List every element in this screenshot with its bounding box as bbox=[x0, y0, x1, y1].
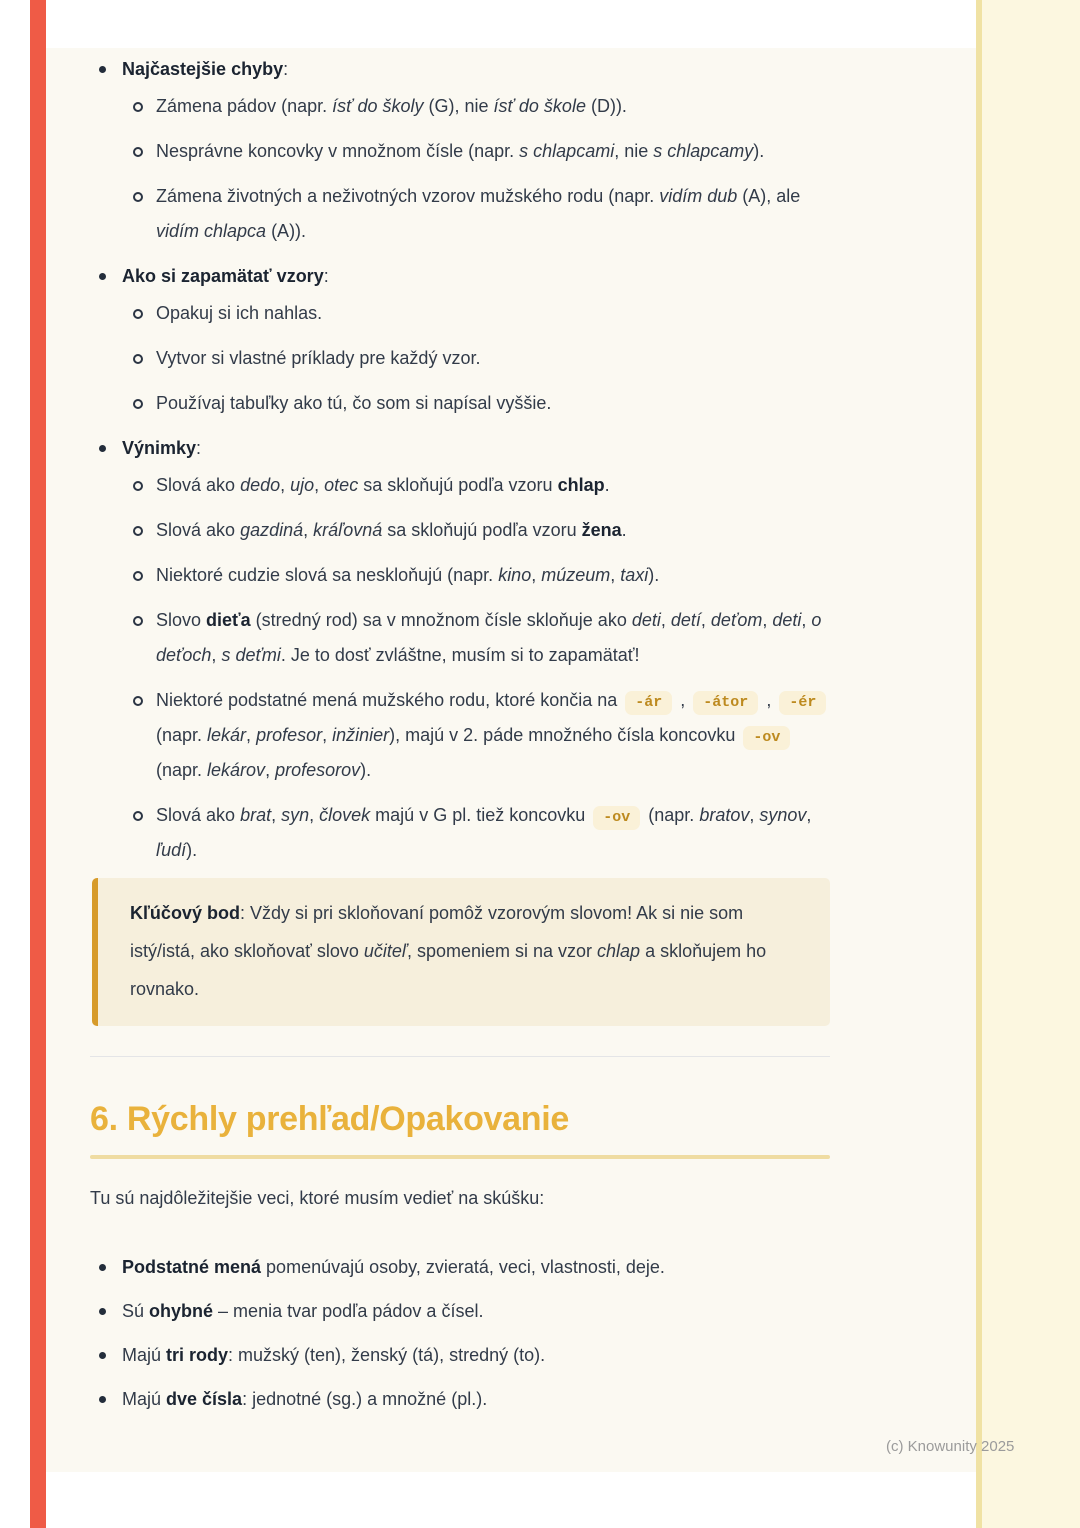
summary-item-text: Sú ohybné – menia tvar podľa pádov a čísel. bbox=[122, 1301, 484, 1321]
summary-item bbox=[90, 1294, 830, 1329]
notes-outline bbox=[90, 52, 830, 868]
circle-bullet-icon bbox=[133, 696, 143, 706]
section-heading: 6. Rýchly prehľad/Opakovanie bbox=[90, 1100, 569, 1138]
bullet-icon bbox=[99, 66, 106, 73]
sub-item bbox=[122, 134, 830, 169]
sub-item-text: Slová ako brat, syn, človek majú v G pl. tiež koncovku -ov (napr. bratov, synov, ľudí). bbox=[156, 805, 812, 860]
sub-item bbox=[122, 386, 830, 421]
key-point-callout bbox=[92, 878, 830, 1026]
copyright-watermark: (c) Knowunity 2025 bbox=[886, 1438, 1015, 1455]
circle-bullet-icon bbox=[133, 102, 143, 112]
summary-item bbox=[90, 1338, 830, 1373]
circle-bullet-icon bbox=[133, 616, 143, 626]
sub-item bbox=[122, 683, 830, 788]
summary-item-text: Majú tri rody: mužský (ten), ženský (tá), stredný (to). bbox=[122, 1345, 546, 1365]
outline-sublist bbox=[122, 468, 830, 868]
right-margin-band bbox=[976, 0, 1080, 1528]
sub-item-text: Zámena životných a neživotných vzorov mužského rodu (napr. vidím dub (A), ale vidím chlapca (A)). bbox=[156, 186, 801, 241]
summary-list bbox=[90, 1250, 830, 1417]
notes-page bbox=[46, 48, 976, 1472]
section-divider bbox=[90, 1056, 830, 1057]
circle-bullet-icon bbox=[133, 309, 143, 319]
sub-item bbox=[122, 341, 830, 376]
circle-bullet-icon bbox=[133, 399, 143, 409]
sub-item-text: Nesprávne koncovky v množnom čísle (napr. s chlapcami, nie s chlapcamy). bbox=[156, 141, 765, 161]
bullet-icon bbox=[99, 445, 106, 452]
sub-item bbox=[122, 798, 830, 868]
sub-item bbox=[122, 179, 830, 249]
sub-item bbox=[122, 558, 830, 593]
sub-item bbox=[122, 89, 830, 124]
summary-item-text: Majú dve čísla: jednotné (sg.) a množné (pl.). bbox=[122, 1389, 488, 1409]
outline-item-label: Výnimky: bbox=[122, 438, 202, 458]
outline-item bbox=[90, 259, 830, 421]
circle-bullet-icon bbox=[133, 354, 143, 364]
outline-item bbox=[90, 431, 830, 868]
sub-item-text: Opakuj si ich nahlas. bbox=[156, 303, 323, 323]
sub-item bbox=[122, 468, 830, 503]
bullet-icon bbox=[99, 1264, 106, 1271]
outline-item-label: Ako si zapamätať vzory: bbox=[122, 266, 329, 286]
section-intro: Tu sú najdôležitejšie veci, ktoré musím vedieť na skúšku: bbox=[90, 1188, 545, 1208]
circle-bullet-icon bbox=[133, 811, 143, 821]
heading-underline bbox=[90, 1155, 830, 1159]
sub-item-text: Slovo dieťa (stredný rod) sa v množnom čísle skloňuje ako deti, detí, deťom, deti, o deťoch, s deťmi. Je to dosť zvláštne, musím si to zapamätať! bbox=[156, 610, 822, 665]
notes-content bbox=[90, 52, 830, 1426]
callout-text: Kľúčový bod: Vždy si pri skloňovaní pomôž vzorovým slovom! Ak si nie som istý/istá, ako skloňovať slovo učiteľ, spomeniem si na vzor chlap a skloňujem ho rovnako. bbox=[130, 903, 767, 999]
sub-item-text: Zámena pádov (napr. ísť do školy (G), nie ísť do škole (D)). bbox=[156, 96, 627, 116]
summary-item bbox=[90, 1250, 830, 1285]
sub-item bbox=[122, 513, 830, 548]
circle-bullet-icon bbox=[133, 526, 143, 536]
bullet-icon bbox=[99, 273, 106, 280]
sub-item-text: Niektoré podstatné mená mužského rodu, ktoré končia na -ár , -átor , -ér (napr. lekár, profesor, inžinier), majú v 2. páde množného čísla koncovku -ov (napr. lekárov, profesorov). bbox=[156, 690, 829, 780]
sub-item-text: Slová ako dedo, ujo, otec sa skloňujú podľa vzoru chlap. bbox=[156, 475, 610, 495]
sub-item bbox=[122, 603, 830, 673]
circle-bullet-icon bbox=[133, 147, 143, 157]
circle-bullet-icon bbox=[133, 192, 143, 202]
sub-item bbox=[122, 296, 830, 331]
bullet-icon bbox=[99, 1308, 106, 1315]
bullet-icon bbox=[99, 1352, 106, 1359]
sub-item-text: Používaj tabuľky ako tú, čo som si napísal vyššie. bbox=[156, 393, 552, 413]
circle-bullet-icon bbox=[133, 481, 143, 491]
circle-bullet-icon bbox=[133, 571, 143, 581]
outline-sublist bbox=[122, 89, 830, 249]
summary-item-text: Podstatné mená pomenúvajú osoby, zvieratá, veci, vlastnosti, deje. bbox=[122, 1257, 665, 1277]
sub-item-text: Niektoré cudzie slová sa neskloňujú (napr. kino, múzeum, taxi). bbox=[156, 565, 660, 585]
left-margin-stripe bbox=[30, 0, 46, 1528]
outline-item-label: Najčastejšie chyby: bbox=[122, 59, 289, 79]
bullet-icon bbox=[99, 1396, 106, 1403]
summary-item bbox=[90, 1382, 830, 1417]
outline-item bbox=[90, 52, 830, 249]
sub-item-text: Slová ako gazdiná, kráľovná sa skloňujú podľa vzoru žena. bbox=[156, 520, 627, 540]
sub-item-text: Vytvor si vlastné príklady pre každý vzor. bbox=[156, 348, 481, 368]
outline-sublist bbox=[122, 296, 830, 421]
